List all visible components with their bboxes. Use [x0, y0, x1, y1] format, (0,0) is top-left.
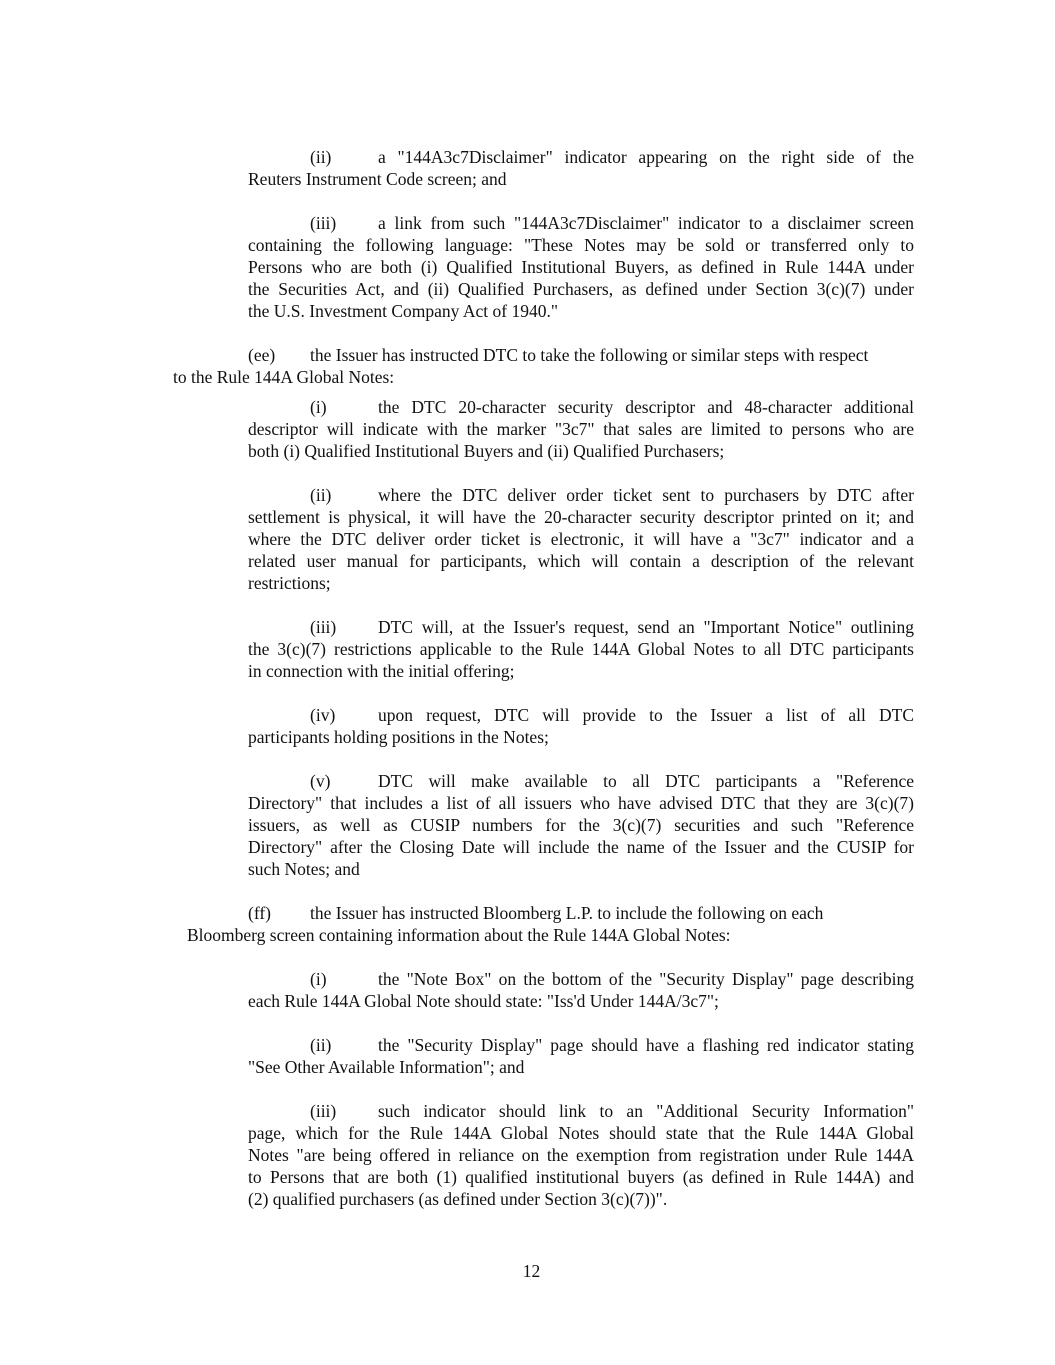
text-line: (2) qualified purchasers (as defined under Section 3(c)(7))".: [248, 1189, 668, 1209]
text-line: Directory" that includes a list of all issuers who have advised DTC that they are 3(c)(7): [248, 793, 914, 813]
text-line: the Issuer has instructed DTC to take the following or similar steps with respect: [310, 345, 869, 365]
text-line: such indicator should link to an "Additional Security Information": [378, 1101, 914, 1121]
text-line: participants holding positions in the Notes;: [248, 727, 549, 747]
text-line: issuers, as well as CUSIP numbers for the 3(c)(7) securities and such "Reference: [248, 815, 914, 835]
text-line: Directory" after the Closing Date will include the name of the Issuer and the CUSIP for: [248, 837, 914, 857]
text-line: related user manual for participants, which will contain a description of the relevant: [248, 551, 914, 571]
clause-label: (i): [310, 969, 327, 989]
clause-paragraph: [0, 1034, 1055, 1078]
text-line: DTC will make available to all DTC participants a "Reference: [378, 771, 914, 791]
clause-paragraph: [0, 616, 1055, 682]
text-line: the DTC 20-character security descriptor and 48-character additional: [378, 397, 914, 417]
text-line: where the DTC deliver order ticket sent to purchasers by DTC after: [378, 485, 914, 505]
text-line: Notes "are being offered in reliance on the exemption from registration under Rule 144A: [248, 1145, 914, 1165]
text-line: the 3(c)(7) restrictions applicable to the Rule 144A Global Notes to all DTC participants: [248, 639, 914, 659]
text-line: the Issuer has instructed Bloomberg L.P. to include the following on each: [310, 903, 824, 923]
clause-label: (ee): [248, 345, 276, 365]
text-line: DTC will, at the Issuer's request, send an "Important Notice" outlining: [378, 617, 914, 637]
clause-paragraph: [0, 484, 1055, 594]
text-line: in connection with the initial offering;: [248, 661, 515, 681]
clause-label: (iv): [310, 705, 336, 725]
clause-label: (ii): [310, 485, 332, 505]
text-line: settlement is physical, it will have the 20-character security descriptor printed on it; and: [248, 507, 914, 527]
clause-label: (iii): [310, 213, 337, 233]
text-line: such Notes; and: [248, 859, 360, 879]
text-line: page, which for the Rule 144A Global Notes should state that the Rule 144A Global: [248, 1123, 914, 1143]
text-line: the "Security Display" page should have a flashing red indicator stating: [378, 1035, 914, 1055]
clause-paragraph: [0, 396, 1055, 462]
clause-paragraph: [0, 212, 1055, 322]
text-line: a link from such "144A3c7Disclaimer" indicator to a disclaimer screen: [378, 213, 914, 233]
text-line: Persons who are both (i) Qualified Institutional Buyers, as defined in Rule 144A under: [248, 257, 914, 277]
text-line: the U.S. Investment Company Act of 1940.": [248, 301, 558, 321]
clause-paragraph: [0, 146, 1055, 190]
page-number: 12: [522, 1261, 541, 1281]
clause-label: (ii): [310, 147, 332, 167]
clause-label: (ii): [310, 1035, 332, 1055]
text-line: the "Note Box" on the bottom of the "Security Display" page describing: [378, 969, 914, 989]
clause-paragraph: [0, 902, 1055, 946]
text-line: the Securities Act, and (ii) Qualified Purchasers, as defined under Section 3(c)(7) under: [248, 279, 914, 299]
text-line: restrictions;: [248, 573, 331, 593]
text-line: descriptor will indicate with the marker "3c7" that sales are limited to persons who are: [248, 419, 914, 439]
clause-paragraph: [0, 704, 1055, 748]
clause-label: (i): [310, 397, 327, 417]
clause-paragraph: [0, 344, 1055, 388]
clause-paragraph: [0, 968, 1055, 1012]
text-line: Reuters Instrument Code screen; and: [248, 169, 507, 189]
clause-label: (iii): [310, 617, 337, 637]
clause-label: (v): [310, 771, 331, 791]
text-line: to Persons that are both (1) qualified institutional buyers (as defined in Rule 144A) and: [248, 1167, 914, 1187]
text-line: each Rule 144A Global Note should state: "Iss'd Under 144A/3c7";: [248, 991, 719, 1011]
clause-label: (iii): [310, 1101, 337, 1121]
document-body: [0, 146, 1055, 1232]
clause-paragraph: [0, 770, 1055, 880]
text-line: containing the following language: "These Notes may be sold or transferred only to: [248, 235, 914, 255]
text-line: where the DTC deliver order ticket is electronic, it will have a "3c7" indicator and a: [248, 529, 914, 549]
text-line: both (i) Qualified Institutional Buyers and (ii) Qualified Purchasers;: [248, 441, 725, 461]
text-line: Bloomberg screen containing information about the Rule 144A Global Notes:: [187, 925, 731, 945]
text-line: upon request, DTC will provide to the Issuer a list of all DTC: [378, 705, 914, 725]
clause-label: (ff): [248, 903, 271, 923]
text-line: a "144A3c7Disclaimer" indicator appearing on the right side of the: [378, 147, 914, 167]
text-line: "See Other Available Information"; and: [248, 1057, 525, 1077]
text-line: to the Rule 144A Global Notes:: [173, 367, 395, 387]
clause-paragraph: [0, 1100, 1055, 1210]
